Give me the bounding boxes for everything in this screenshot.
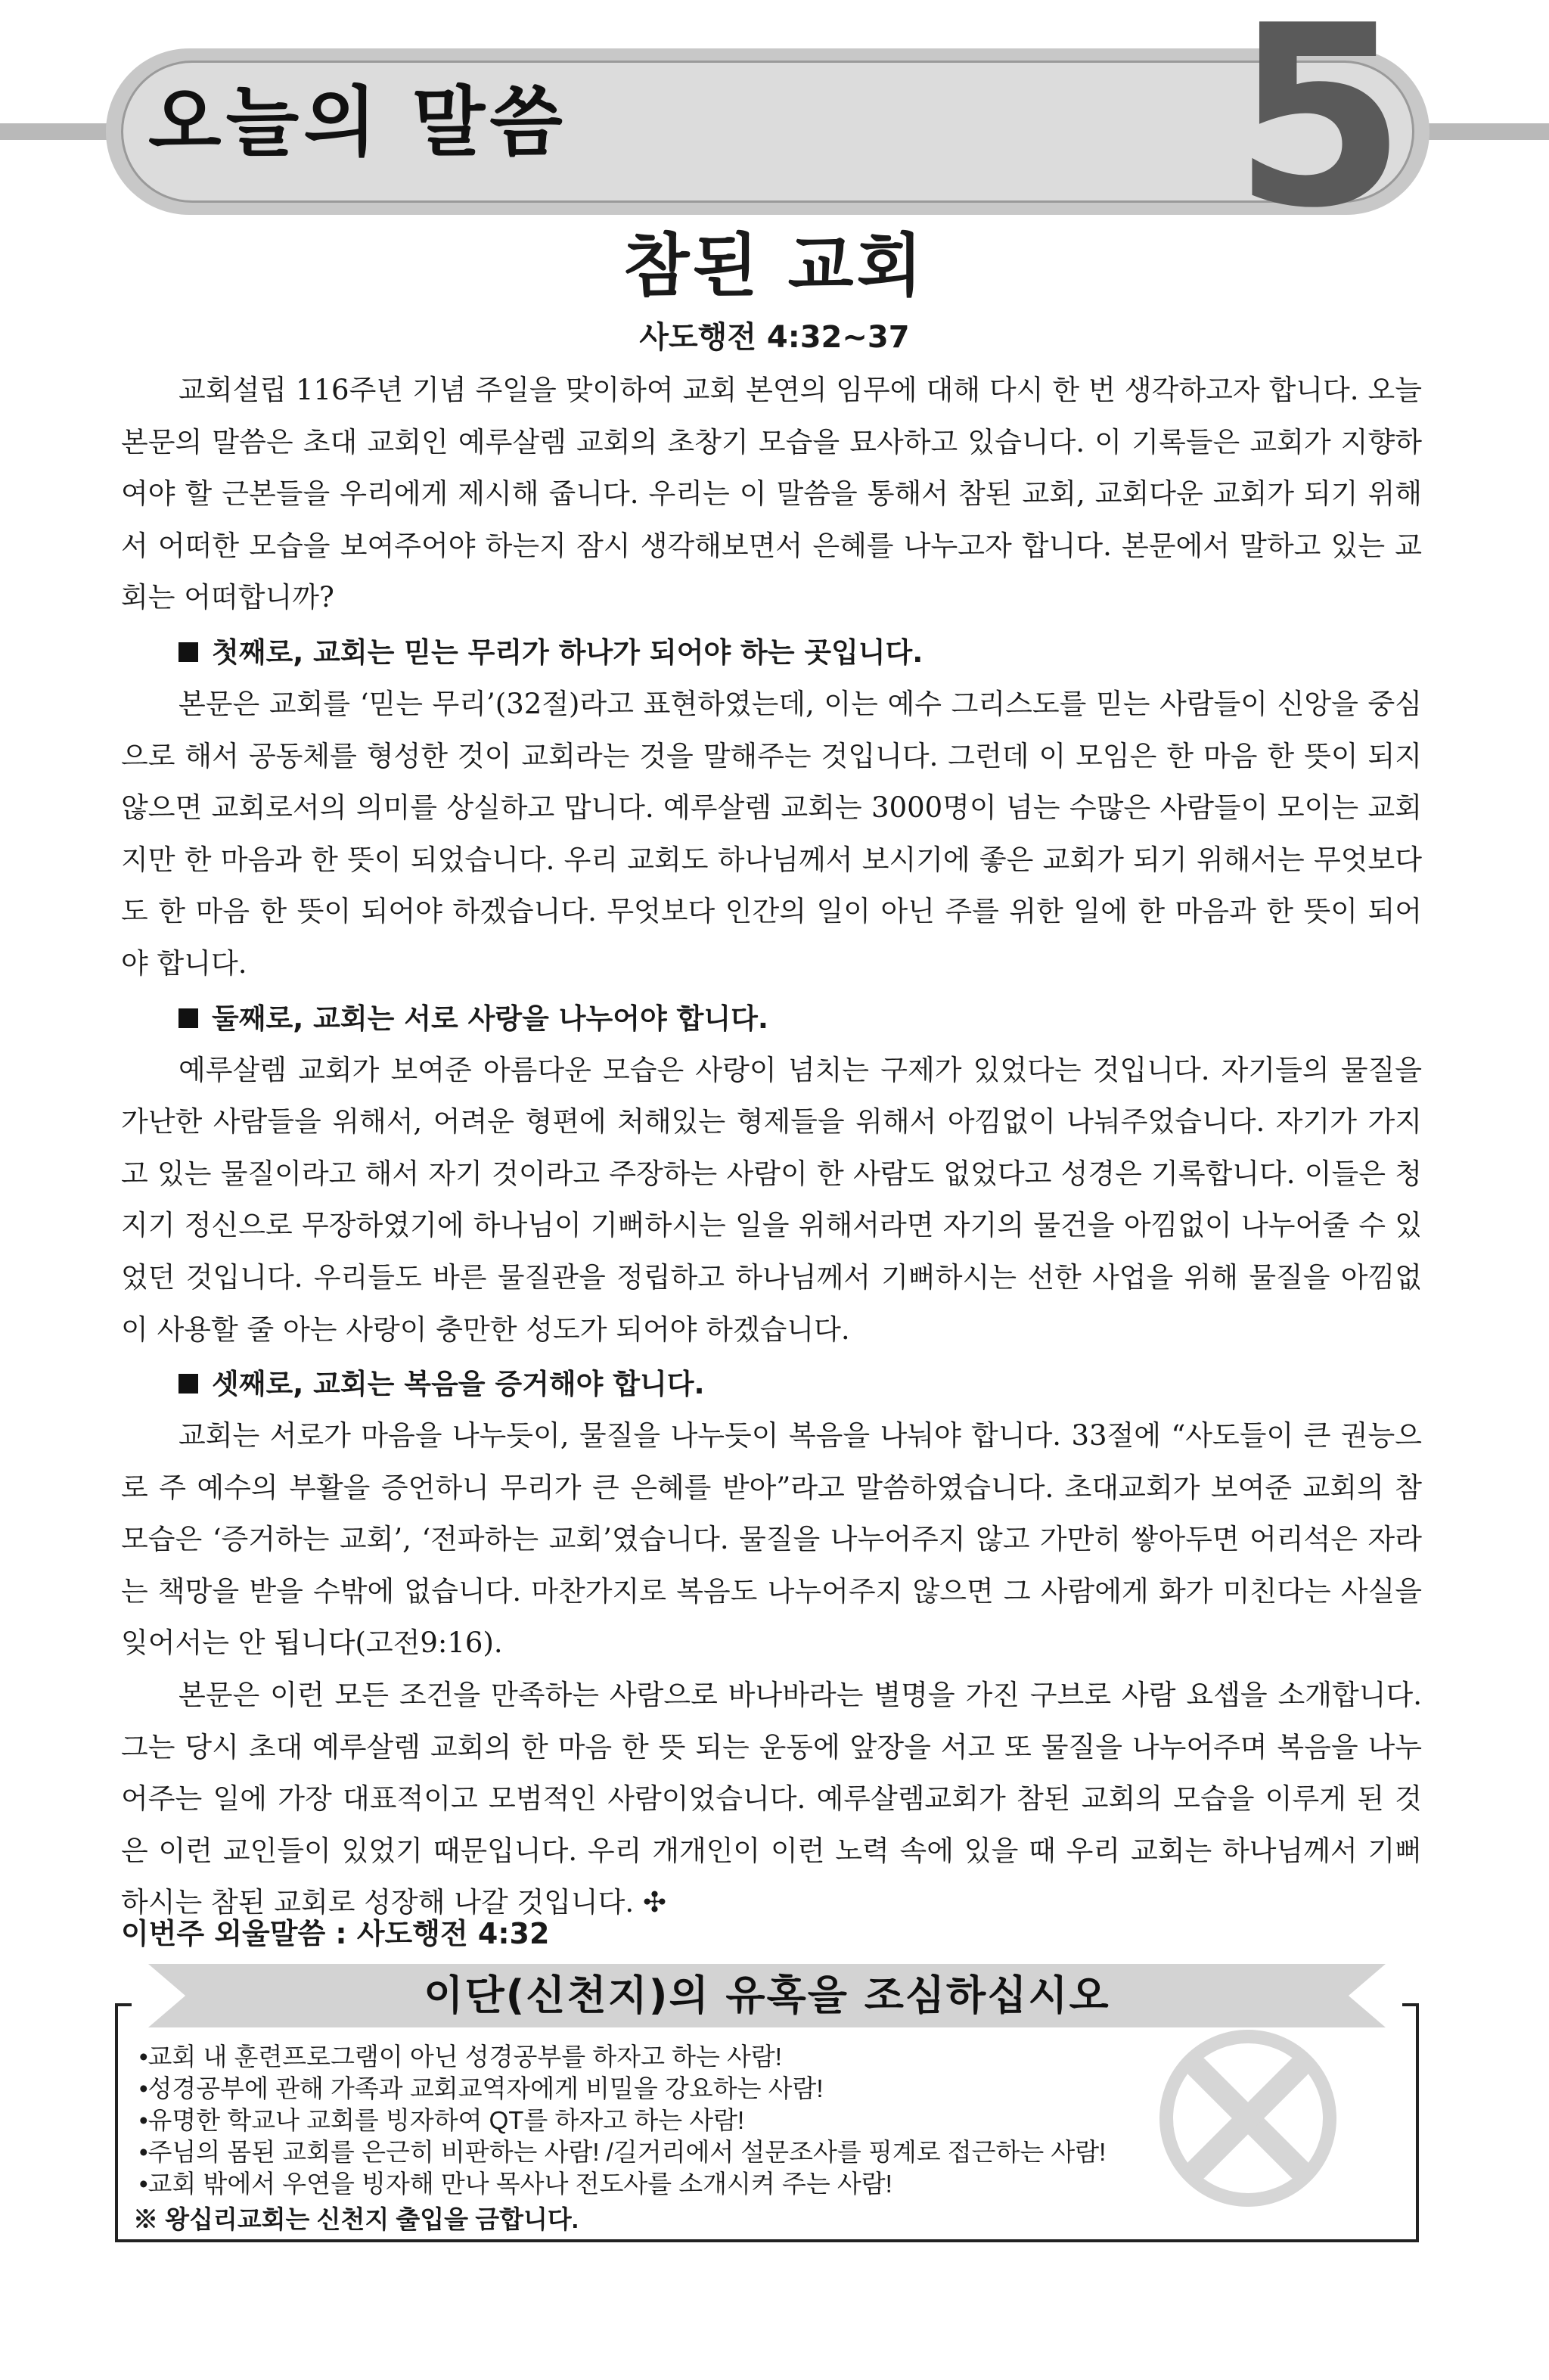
warning-title: 이단(신천지)의 유혹을 조심하십시오	[424, 1971, 1110, 2019]
list-item: •유명한 학교나 교회를 빙자하여 QT를 하자고 하는 사람!	[139, 2106, 745, 2134]
sermon-title: 참된 교회	[623, 226, 926, 306]
header-rule-left	[0, 123, 115, 140]
section-title: 오늘의 말씀	[148, 78, 567, 166]
section-1-paragraph: 본문은 교회를 ‘믿는 무리’(32절)라고 표현하였는데, 이는 예수 그리스도를 믿는 사람들이 신앙을 중심으로 해서 공동체를 형성한 것이 교회라는 것을 말해주는 것입니다. 그런데 이 모임은 한 마음 한 뜻이 되지 않으면 교회로서의 의미를 상실하고 맙니다. 예루살렘 교회는 3000명이 넘는 수많은 사람들이 모이는 교회지만 한 마음과 한 뜻이 되었습니다. 우리 교회도 하나님께서 보시기에 좋은 교회가 되기 위해서는 무엇보다도 한 마음 한 뜻이 되어야 하겠습니다. 무엇보다 인간의 일이 아닌 주를 위한 일에 한 마음과 한 뜻이 되어야 합니다.	[121, 687, 1422, 980]
sermon-body	[121, 365, 1422, 1929]
warning-box-corner-left	[115, 2003, 132, 2006]
warning-note: ※ 왕십리교회는 신천지 출입을 금합니다.	[133, 2205, 579, 2233]
list-item: •성경공부에 관해 가족과 교회교역자에게 비밀을 강요하는 사람!	[139, 2074, 824, 2102]
weekly-memory-verse: 이번주 외울말씀 : 사도행전 4:32	[121, 1917, 550, 1950]
section-heading-3: 셋째로, 교회는 복음을 증거해야 합니다.	[121, 1359, 1422, 1410]
warning-box-corner-right	[1402, 2003, 1419, 2006]
section-heading-1: 첫째로, 교회는 믿는 무리가 하나가 되어야 하는 곳입니다.	[121, 627, 1422, 679]
square-bullet-icon	[178, 1008, 198, 1028]
list-item: •주님의 몸된 교회를 은근히 비판하는 사람! /길거리에서 설문조사를 핑계로 접근하는 사람!	[139, 2138, 1107, 2166]
list-item: •교회 밖에서 우연을 빙자해 만나 목사나 전도사를 소개시켜 주는 사람!	[139, 2170, 892, 2198]
intro-paragraph: 교회설립 116주년 기념 주일을 맞이하여 교회 본연의 임무에 대해 다시 한 번 생각하고자 합니다. 오늘 본문의 말씀은 초대 교회인 예루살렘 교회의 초창기 모습을 묘사하고 있습니다. 이 기록들은 교회가 지향하여야 할 근본들을 우리에게 제시해 줍니다. 우리는 이 말씀을 통해서 참된 교회, 교회다운 교회가 되기 위해서 어떠한 모습을 보여주어야 하는지 잠시 생각해보면서 은혜를 나누고자 합니다. 본문에서 말하고 있는 교회는 어떠합니까?	[121, 374, 1422, 614]
header-rule-right	[1422, 123, 1549, 140]
square-bullet-icon	[178, 642, 198, 662]
scripture-reference: 사도행전 4:32~37	[639, 320, 910, 355]
list-item: •교회 내 훈련프로그램이 아닌 성경공부를 하자고 하는 사람!	[139, 2043, 782, 2071]
section-2-paragraph: 예루살렘 교회가 보여준 아름다운 모습은 사랑이 넘치는 구제가 있었다는 것입니다. 자기들의 물질을 가난한 사람들을 위해서, 어려운 형편에 처해있는 형제들을 위해서 아낌없이 나눠주었습니다. 자기가 가지고 있는 물질이라고 해서 자기 것이라고 주장하는 사람이 한 사람도 없었다고 성경은 기록합니다. 이들은 청지기 정신으로 무장하였기에 하나님이 기뻐하시는 일을 위해서라면 자기의 물건을 아낌없이 나누어줄 수 있었던 것입니다. 우리들도 바른 물질관을 정립하고 하나님께서 기뻐하시는 선한 사업을 위해 물질을 아낌없이 사용할 줄 아는 사랑이 충만한 성도가 되어야 하겠습니다.	[121, 1053, 1422, 1346]
section-heading-2: 둘째로, 교회는 서로 사랑을 나누어야 합니다.	[121, 993, 1422, 1045]
section-3-paragraph-2: 본문은 이런 모든 조건을 만족하는 사람으로 바나바라는 별명을 가진 구브로 사람 요셉을 소개합니다. 그는 당시 초대 예루살렘 교회의 한 마음 한 뜻 되는 운동에 앞장을 서고 또 물질을 나누어주며 복음을 나누어주는 일에 가장 대표적이고 모범적인 사람이었습니다. 예루살렘교회가 참된 교회의 모습을 이루게 된 것은 이런 교인들이 있었기 때문입니다. 우리 개개인이 이런 노력 속에 있을 때 우리 교회는 하나님께서 기뻐하시는 참된 교회로 성장해 나갈 것입니다. ✣	[121, 1679, 1422, 1919]
section-3-paragraph-1: 교회는 서로가 마음을 나누듯이, 물질을 나누듯이 복음을 나눠야 합니다. 33절에 “사도들이 큰 권능으로 주 예수의 부활을 증언하니 무리가 큰 은혜를 받아”라고 말씀하였습니다. 초대교회가 보여준 교회의 참 모습은 ‘증거하는 교회’, ‘전파하는 교회’였습니다. 물질을 나누어주지 않고 가만히 쌓아두면 어리석은 자라는 책망을 받을 수밖에 없습니다. 마찬가지로 복음도 나누어주지 않으면 그 사람에게 화가 미친다는 사실을 잊어서는 안 됩니다(고전9:16).	[121, 1419, 1423, 1660]
warning-list	[139, 2041, 1395, 2200]
page-number: 5	[1233, 0, 1407, 263]
square-bullet-icon	[178, 1374, 198, 1394]
